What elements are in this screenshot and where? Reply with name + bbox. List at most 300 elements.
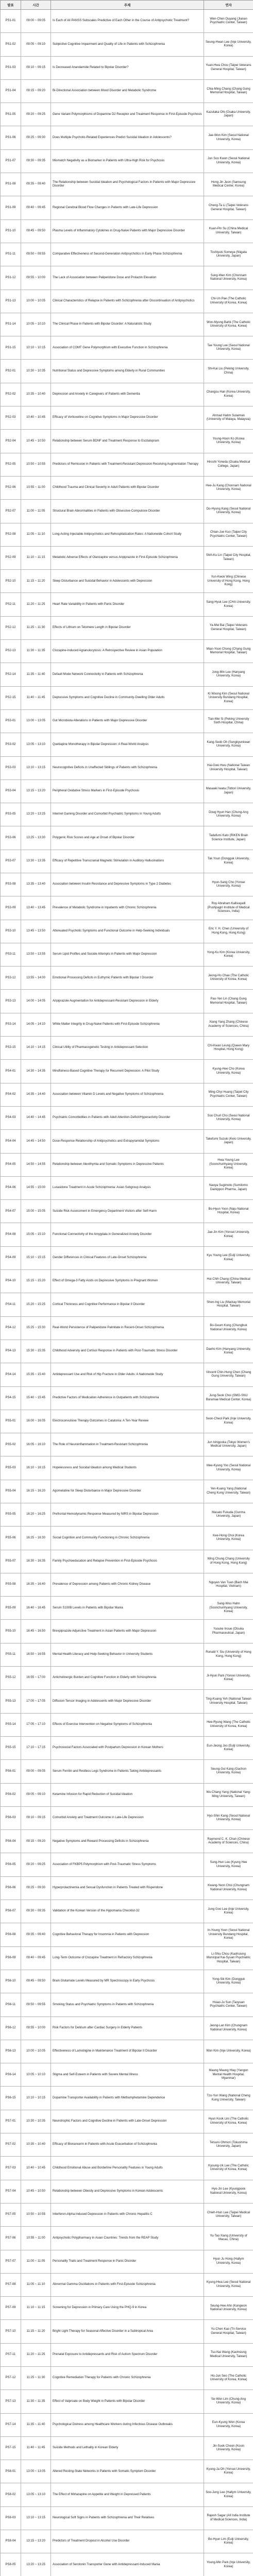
presentation-topic: Clinical Utility of Pharmacogenetic Testing in Antidepressant Selection	[51, 1037, 204, 1060]
presentation-number: PS6-10	[1, 1970, 21, 1993]
presentation-topic: Brexpiprazole Adjunctive Treatment in Asian Patients with Major Depression	[51, 1620, 204, 1643]
presentation-time: 15:30 ~ 15:35	[21, 1340, 51, 1363]
presentation-topic: Mental Health Literacy and Help-Seeking Behavior in University Students	[51, 1643, 204, 1666]
table-row	[1, 640, 253, 663]
presentation-speaker: Tadafumi Kato (RIKEN Brain Science Institute, Japan)	[204, 826, 253, 850]
presentation-number: PS6-12	[1, 2016, 21, 2040]
presentation-number: PS6-06	[1, 1876, 21, 1900]
table-row	[1, 826, 253, 850]
presentation-speaker: Cheng-Ta Li (Taipei Veterans General Hospital, Taiwan)	[204, 196, 253, 219]
presentation-speaker: Kyung-Hwa Lee (Seoul National University, Korea)	[204, 2273, 253, 2296]
presentation-time: 13:25 ~ 13:30	[21, 826, 51, 850]
presentation-number: PS1-07	[1, 149, 21, 173]
presentation-speaker: Mee-Kyung Yoo (Seoul National University, Korea)	[204, 1456, 253, 1480]
presentation-topic: Effects of Exercise Intervention on Negative Symptoms of Schizophrenia	[51, 1713, 204, 1736]
presentation-number: PS3-06	[1, 826, 21, 850]
table-row	[1, 1013, 253, 1036]
presentation-topic: Dopamine Transporter Availability in Patients with Methamphetamine Dependence	[51, 2087, 204, 2110]
table-row	[1, 1643, 253, 1666]
presentation-speaker: Hee-Ryung Wang (The Catholic University of Korea, Korea)	[204, 1713, 253, 1736]
table-row	[1, 2273, 253, 2296]
presentation-time: 09:55 ~ 10:00	[21, 266, 51, 290]
table-row	[1, 2110, 253, 2133]
presentation-number: PS5-14	[1, 1713, 21, 1736]
table-row	[1, 1083, 253, 1106]
presentation-speaker: Hui-Chih Chang (China Medical University, Taiwan)	[204, 1270, 253, 1293]
table-row	[1, 173, 253, 196]
presentation-time: 13:05 ~ 13:10	[21, 733, 51, 756]
presentation-time: 09:20 ~ 09:25	[21, 103, 51, 126]
table-row	[1, 850, 253, 873]
presentation-topic: Family Psychoeducation and Relapse Prevention in First-Episode Psychosis	[51, 1550, 204, 1573]
presentation-speaker: Seon-Cheol Park (Inje University, Korea)	[204, 1410, 253, 1433]
presentation-time: 10:55 ~ 11:00	[21, 2227, 51, 2250]
presentation-topic: Does Multiple Psychotic-Related Experiences Predict Suicidal Ideation in Adolescents?	[51, 126, 204, 149]
presentation-topic: Gut Microbiota Alterations in Patients with Major Depressive Disorder	[51, 709, 204, 733]
presentation-speaker: Ho-Jun Seo (The Catholic University of Korea, Korea)	[204, 2366, 253, 2389]
table-row	[1, 2390, 253, 2413]
presentation-time: 14:50 ~ 14:55	[21, 1153, 51, 1176]
table-row	[1, 1340, 253, 1363]
presentation-number: PS5-04	[1, 1480, 21, 1503]
presentation-topic: Metabolic Adverse Effects of Olanzapine versus Aripiprazole in First-Episode Schizophrenia	[51, 546, 204, 569]
presentation-time: 17:05 ~ 17:10	[21, 1713, 51, 1736]
presentation-speaker: Raymond C. K. Chan (Chinese Academy of Sciences, China)	[204, 1830, 253, 1853]
table-row	[1, 2250, 253, 2273]
presentation-speaker: Wen-Chen Ouyang (Jianan Psychiatric Center, Taiwan)	[204, 10, 253, 33]
presentation-speaker: Eun-Kyung Won (Korea University, Korea)	[204, 2413, 253, 2436]
table-row	[1, 1830, 253, 1853]
presentation-number: PS7-11	[1, 2343, 21, 2366]
table-row	[1, 1293, 253, 1316]
presentation-number: PS6-08	[1, 1923, 21, 1946]
presentation-topic: Abnormal Gamma Oscillations in Patients with First-Episode Schizophrenia	[51, 2273, 204, 2296]
presentation-topic: Efficacy of Repetitive Transcranial Magnetic Stimulation in Auditory Hallucinations	[51, 850, 204, 873]
presentation-speaker: Kyung-Hee Cho (Korea University, Korea)	[204, 1060, 253, 1083]
presentation-number: PS6-03	[1, 1806, 21, 1829]
presentation-number: PS3-02	[1, 733, 21, 756]
presentation-time: 16:15 ~ 16:20	[21, 1480, 51, 1503]
presentation-number: PS6-01	[1, 1760, 21, 1783]
presentation-number: PS2-02	[1, 383, 21, 406]
presentation-topic: Electroconvulsive Therapy Outcomes in Catatonia: A Ten-Year Review	[51, 1410, 204, 1433]
presentation-time: 11:25 ~ 11:30	[21, 2366, 51, 2389]
presentation-speaker: Yuan-Hwa Chou (Taipei Veterans General Hospital, Taiwan)	[204, 56, 253, 79]
presentation-time: 13:20 ~ 13:25	[21, 803, 51, 826]
table-row	[1, 943, 253, 966]
presentation-topic: Plasma Levels of Inflammatory Cytokines in Drug-Naive Patients with Major Depressive Disorder	[51, 219, 204, 243]
presentation-number: PS5-01	[1, 1410, 21, 1433]
presentation-time: 09:05 ~ 09:10	[21, 1783, 51, 1806]
presentation-topic: Regional Cerebral Blood Flow Changes in Patients with Late-Life Depression	[51, 196, 204, 219]
presentation-speaker: Jae-Jin Kim (Yonsei University, Korea)	[204, 1223, 253, 1246]
presentation-speaker: Soo Churl Cho (Seoul National University, Korea)	[204, 1106, 253, 1129]
table-row	[1, 10, 253, 33]
presentation-number: PS4-14	[1, 1363, 21, 1386]
presentation-time: 16:45 ~ 16:50	[21, 1620, 51, 1643]
table-row	[1, 219, 253, 243]
presentation-number: PS2-13	[1, 640, 21, 663]
table-row	[1, 2436, 253, 2460]
presentation-time: 11:35 ~ 11:40	[21, 663, 51, 686]
presentation-topic: Functional Connectivity of the Amygdala in Generalized Anxiety Disorder	[51, 1223, 204, 1246]
table-row	[1, 1060, 253, 1083]
presentation-speaker: Ting-Kuang Yeh (National Taiwan University Hospital, Taiwan)	[204, 1690, 253, 1713]
table-row	[1, 2553, 253, 2576]
presentation-time: 13:15 ~ 13:20	[21, 2530, 51, 2553]
presentation-time: 13:00 ~ 13:05	[21, 709, 51, 733]
presentation-topic: Internet Gaming Disorder and Comorbid Psychiatric Symptoms in Young Adults	[51, 803, 204, 826]
presentation-topic: Brain Glutamate Levels Measured by MR Spectroscopy in Early Psychosis	[51, 1970, 204, 1993]
presentation-topic: Depression and Anxiety in Caregivers of Patients with Dementia	[51, 383, 204, 406]
presentation-speaker: Yong-Sik Kim (Dongguk University, Korea)	[204, 1970, 253, 1993]
presentation-speaker: Sang-Woo Hahn (Soonchunhyang University, Korea)	[204, 1597, 253, 1620]
presentation-speaker: Mian-Yoon Chong (Chang Gung Memorial Hospital, Taiwan)	[204, 640, 253, 663]
presentation-speaker: Kuan-Pin Su (China Medical University, Taiwan)	[204, 219, 253, 243]
presentation-number: PS1-09	[1, 196, 21, 219]
table-row	[1, 1760, 253, 1783]
presentation-number: PS3-09	[1, 896, 21, 920]
presentation-topic: Sleep Disturbance and Suicidal Behavior in Adolescents with Depression	[51, 570, 204, 593]
presentation-speaker: Hee-Ju Kang (Chonnam National University, Korea)	[204, 476, 253, 499]
table-row	[1, 1667, 253, 1690]
presentation-topic: White Matter Integrity in Drug-Naive Patients with First-Episode Schizophrenia	[51, 1013, 204, 1036]
table-row	[1, 1386, 253, 1410]
presentation-topic: Validation of the Korean Version of the Hypomania Checklist-32	[51, 1900, 204, 1923]
table-row	[1, 1106, 253, 1129]
presentation-speaker: Tae Young Lee (Seoul National University, Korea)	[204, 336, 253, 360]
presentation-number: PS5-11	[1, 1643, 21, 1666]
presentation-time: 10:40 ~ 10:45	[21, 2157, 51, 2180]
presentation-speaker: Jung Goo Lee (Inje University, Korea)	[204, 1900, 253, 1923]
presentation-number: PS2-10	[1, 570, 21, 593]
presentation-speaker: Young-Hoon Ko (Korea University, Korea)	[204, 430, 253, 453]
presentation-time: 10:05 ~ 10:10	[21, 2063, 51, 2087]
presentation-number: PS2-03	[1, 406, 21, 430]
presentation-speaker: Shi-Kai Liu (Peking University, China)	[204, 360, 253, 383]
presentation-time: 16:50 ~ 16:55	[21, 1643, 51, 1666]
table-row	[1, 196, 253, 219]
presentation-topic: Quetiapine Monotherapy in Bipolar Depression: A Real-World Analysis	[51, 733, 204, 756]
presentation-number: PS3-13	[1, 990, 21, 1013]
presentation-time: 14:00 ~ 14:05	[21, 990, 51, 1013]
presentation-topic: Effectiveness of Lamotrigine in Maintenance Treatment of Bipolar II Disorder	[51, 2040, 204, 2063]
presentation-number: PS5-03	[1, 1456, 21, 1480]
presentation-speaker: Bo-Geum Kong (Chungbuk National University, Korea)	[204, 1316, 253, 1340]
presentation-time: 10:05 ~ 10:10	[21, 313, 51, 336]
presentation-topic: Suicide Risk Assessment in Emergency Department Visitors after Self-Harm	[51, 1200, 204, 1223]
presentation-number: PS4-15	[1, 1386, 21, 1410]
presentation-speaker: Kyung-Ja Oh (Yonsei University, Korea)	[204, 2460, 253, 2483]
presentation-topic: Relationship between Serum BDNF and Treatment Response to Escitalopram	[51, 430, 204, 453]
presentation-time: 09:40 ~ 09:45	[21, 196, 51, 219]
presentation-time: 13:15 ~ 13:20	[21, 779, 51, 803]
table-row	[1, 126, 253, 149]
presentation-time: 15:15 ~ 15:20	[21, 1270, 51, 1293]
table-row	[1, 523, 253, 546]
presentation-number: PS6-07	[1, 1900, 21, 1923]
presentation-time: 13:05 ~ 13:10	[21, 2483, 51, 2506]
presentation-speaker: Tak Youn (Dongguk University, Korea)	[204, 850, 253, 873]
table-row	[1, 2320, 253, 2343]
presentation-speaker: Jun Soo Kwon (Seoul National University, Korea)	[204, 149, 253, 173]
table-row	[1, 1806, 253, 1829]
table-row	[1, 1713, 253, 1736]
presentation-number: PS6-15	[1, 2087, 21, 2110]
presentation-number: PS1-02	[1, 33, 21, 56]
presentation-time: 11:35 ~ 11:40	[21, 2413, 51, 2436]
table-row	[1, 1970, 253, 1993]
presentation-topic: Prevalence of Depression among Patients with Chronic Kidney Disease	[51, 1573, 204, 1596]
presentation-number: PS7-10	[1, 2320, 21, 2343]
presentation-speaker: Sung-Hun Lee (Kyung Hee University, Korea)	[204, 1853, 253, 1876]
presentation-speaker: Young-Min Park (Inje University, Korea)	[204, 2553, 253, 2576]
table-row	[1, 1853, 253, 1876]
presentation-topic: Neurocognitive Deficits in Unaffected Siblings of Patients with Schizophrenia	[51, 756, 204, 779]
presentation-number: PS7-02	[1, 2133, 21, 2157]
presentation-number: PS2-09	[1, 546, 21, 569]
presentation-speaker: Hai-Gwo Hwu (National Taiwan University Hospital, Taiwan)	[204, 756, 253, 779]
table-row	[1, 2203, 253, 2226]
table-row	[1, 1597, 253, 1620]
presentation-time: 13:00 ~ 13:05	[21, 2460, 51, 2483]
table-row	[1, 709, 253, 733]
presentation-topic: Altered Resting-State Networks in Patients with Somatic Symptom Disorder	[51, 2460, 204, 2483]
presentation-speaker: Hyun Ju Hong (Hallym University, Korea)	[204, 2250, 253, 2273]
presentation-topic: Anticholinergic Burden and Cognitive Function in Elderly with Schizophrenia	[51, 1667, 204, 1690]
presentation-number: PS1-14	[1, 313, 21, 336]
presentation-time: 09:25 ~ 09:30	[21, 126, 51, 149]
presentation-speaker: Chi-Kwan Leung (Queen Mary Hospital, Hong Kong)	[204, 1037, 253, 1060]
presentation-speaker: Ji-Hyun Park (Yonsei University, Korea)	[204, 1667, 253, 1690]
presentation-speaker: Wu-Chang Yang (National Yang-Ming University, Taiwan)	[204, 1783, 253, 1806]
presentation-time: 09:35 ~ 09:40	[21, 173, 51, 196]
presentation-topic: Hopelessness and Suicidal Ideation among Medical Students	[51, 1456, 204, 1480]
presentation-number: PS1-12	[1, 266, 21, 290]
table-row	[1, 1246, 253, 1269]
presentation-topic: Neurological Soft Signs in Patients with Schizophrenia and Their Relatives	[51, 2506, 204, 2530]
table-row	[1, 2297, 253, 2320]
presentation-time: 11:00 ~ 11:05	[21, 2250, 51, 2273]
presentation-speaker: Chia-Ming Chang (Chang Gung Memorial Hospital, Taiwan)	[204, 79, 253, 103]
presentation-time: 09:20 ~ 09:25	[21, 1853, 51, 1876]
presentation-speaker: Kyoung-Uk Lee (The Catholic University of Korea, Korea)	[204, 2157, 253, 2180]
presentation-topic: Predictors of Remission in Patients with Treatment-Resistant Depression Receiving Augmentation Therapy	[51, 453, 204, 476]
presentation-topic: The Clinical Phase in Patients with Bipolar Disorder: A Naturalistic Study	[51, 313, 204, 336]
presentation-speaker: Seung-Gul Kang (Gachon University, Korea)	[204, 1760, 253, 1783]
presentation-topic: Efficacy of Vortioxetine on Cognitive Symptoms in Major Depressive Disorder	[51, 406, 204, 430]
presentation-topic: Long-Acting Injectable Antipsychotics and Rehospitalization Rates: A Nationwide Cohort Study	[51, 523, 204, 546]
table-row	[1, 2343, 253, 2366]
presentation-topic: Psychosocial Factors Associated with Postpartum Depression in Korean Mothers	[51, 1736, 204, 1759]
presentation-time: 13:40 ~ 13:45	[21, 896, 51, 920]
presentation-number: PS2-15	[1, 686, 21, 709]
presentation-time: 15:00 ~ 15:05	[21, 1200, 51, 1223]
presentation-topic: Relationship between Obesity and Depressive Symptoms in Korean Adolescents	[51, 2180, 204, 2203]
presentation-time: 09:15 ~ 09:20	[21, 79, 51, 103]
presentation-topic: Screening for Depression in Primary Care Using the PHQ-9 in Korea	[51, 2297, 204, 2320]
presentation-time: 14:30 ~ 14:35	[21, 1060, 51, 1083]
presentation-topic: Default Mode Network Connectivity in Patients with Schizophrenia	[51, 663, 204, 686]
table-row	[1, 756, 253, 779]
table-row	[1, 500, 253, 523]
presentation-speaker: Yun-Kwok Wing (Chinese University of Hong Kong, Hong Kong)	[204, 570, 253, 593]
presentation-time: 09:55 ~ 10:00	[21, 2016, 51, 2040]
table-row	[1, 290, 253, 313]
table-row	[1, 1153, 253, 1176]
presentation-number: PS5-06	[1, 1527, 21, 1550]
presentation-topic: Association of FKBP5 Polymorphism with Post-Traumatic Stress Symptoms	[51, 1853, 204, 1876]
presentation-speaker: Hyun-Sang Cho (Yonsei University, Korea)	[204, 873, 253, 896]
table-row	[1, 570, 253, 593]
presentation-topic: Real-World Persistence of Paliperidone Palmitate in Recent-Onset Schizophrenia	[51, 1316, 204, 1340]
presentation-time: 16:05 ~ 16:10	[21, 1433, 51, 1456]
presentation-speaker: Kyu Young Lee (Eulji University, Korea)	[204, 1246, 253, 1269]
presentation-number: PS6-14	[1, 2063, 21, 2087]
presentation-topic: Structural Brain Abnormalities in Patients with Obsessive-Compulsive Disorder	[51, 500, 204, 523]
presentation-number: PS6-04	[1, 1830, 21, 1853]
presentation-topic: Stigma and Self-Esteem in Patients with Severe Mental Illness	[51, 2063, 204, 2087]
header-no: 발표	[1, 1, 21, 10]
presentation-time: 10:30 ~ 10:35	[21, 360, 51, 383]
presentation-topic: Long-Term Outcome of Clozapine Treatment in Refractory Schizophrenia	[51, 1946, 204, 1970]
presentation-topic: Relationship between Alexithymia and Somatic Symptoms in Depressive Patients	[51, 1153, 204, 1176]
table-row	[1, 1503, 253, 1527]
presentation-time: 10:30 ~ 10:35	[21, 2110, 51, 2133]
table-row	[1, 336, 253, 360]
presentation-time: 16:20 ~ 16:25	[21, 1503, 51, 1527]
presentation-time: 13:30 ~ 13:35	[21, 850, 51, 873]
presentation-speaker: Changsu Han (Korea University, Korea)	[204, 383, 253, 406]
presentation-speaker: Naoya Sugimoto (Sumitomo Dainippon Pharma, Japan)	[204, 1176, 253, 1199]
presentation-time: 16:00 ~ 16:05	[21, 1410, 51, 1433]
presentation-topic: Serum Ferritin and Restless Legs Syndrome in Patients Taking Antidepressants	[51, 1760, 204, 1783]
presentation-time: 14:10 ~ 14:15	[21, 1037, 51, 1060]
presentation-topic: Antidepressant Use and Risk of Hip Fracture in Older Adults: A Nationwide Study	[51, 1363, 204, 1386]
presentation-topic: The Effect of Mirtazapine on Appetite and Weight in Depressed Patients	[51, 2483, 204, 2506]
presentation-speaker: Nguyen Van Tuan (Bach Mai Hospital, Vietnam)	[204, 1573, 253, 1596]
table-row	[1, 2133, 253, 2157]
presentation-number: PS7-04	[1, 2180, 21, 2203]
table-row	[1, 266, 253, 290]
presentation-speaker: Tetsuro Ohmori (Tokushima University, Japan)	[204, 2133, 253, 2157]
table-row	[1, 2366, 253, 2389]
presentation-speaker: Vincent Chin-Hung Chen (Chang Gung University, Taiwan)	[204, 1363, 253, 1386]
presentation-topic: Bi-Directional Association between Mood Disorder and Metabolic Syndrome	[51, 79, 204, 103]
presentation-topic: Neurotrophic Factors and Cognitive Decline in Patients with Late-Onset Depression	[51, 2110, 204, 2133]
presentation-number: PS7-05	[1, 2203, 21, 2226]
presentation-time: 15:20 ~ 15:25	[21, 1293, 51, 1316]
presentation-time: 09:25 ~ 09:30	[21, 1876, 51, 1900]
presentation-number: PS4-02	[1, 1083, 21, 1106]
presentation-number: PS8-04	[1, 2530, 21, 2553]
presentation-time: 10:10 ~ 10:15	[21, 2087, 51, 2110]
presentation-speaker: Won-Myong Bahk (The Catholic University of Korea, Korea)	[204, 313, 253, 336]
presentation-number: PS2-06	[1, 476, 21, 499]
header-title: 주제	[51, 1, 204, 10]
presentation-time: 11:15 ~ 11:20	[21, 570, 51, 593]
presentation-number: PS8-05	[1, 2553, 21, 2576]
presentation-time: 11:20 ~ 11:25	[21, 2343, 51, 2366]
presentation-speaker: Daeho Kim (Hanyang University, Korea)	[204, 1340, 253, 1363]
presentation-topic: Aripiprazole Augmentation for Antidepressant-Resistant Depression in Elderly	[51, 990, 204, 1013]
table-row	[1, 1176, 253, 1199]
presentation-topic: Risk Factors for Delirium after Cardiac Surgery in Elderly Patients	[51, 2016, 204, 2040]
presentation-number: PS4-08	[1, 1223, 21, 1246]
presentation-time: 13:45 ~ 13:50	[21, 920, 51, 943]
presentation-speaker: Jin-Sook Cheon (Kosin University, Korea)	[204, 2436, 253, 2460]
table-row	[1, 2157, 253, 2180]
presentation-topic: Attenuated Psychotic Symptoms and Functional Outcome in Help-Seeking Individuals	[51, 920, 204, 943]
presentation-topic: Subjective Cognitive Impairment and Quality of Life in Patients with Schizophrenia	[51, 33, 204, 56]
presentation-number: PS3-05	[1, 803, 21, 826]
presentation-number: PS8-01	[1, 2460, 21, 2483]
table-row	[1, 1480, 253, 1503]
presentation-speaker: Seung-Hee Ahn (Kangwon National University, Korea)	[204, 2297, 253, 2320]
presentation-number: PS1-11	[1, 243, 21, 266]
presentation-topic: Gender Differences in Clinical Features of Late-Onset Schizophrenia	[51, 1246, 204, 1269]
presentation-topic: Psychological Distress among Healthcare Workers during Infectious Disease Outbreaks	[51, 2413, 204, 2436]
presentation-number: PS4-04	[1, 1130, 21, 1153]
presentation-speaker: Takefumi Suzuki (Keio University, Japan)	[204, 1130, 253, 1153]
presentation-number: PS8-03	[1, 2506, 21, 2530]
presentation-number: PS7-08	[1, 2273, 21, 2296]
presentation-time: 14:40 ~ 14:45	[21, 1106, 51, 1129]
presentation-time: 09:35 ~ 09:40	[21, 1923, 51, 1946]
presentation-speaker: Do-Hyung Kang (Seoul National University, Korea)	[204, 500, 253, 523]
presentation-topic: Social Cognition and Community Functioning in Chronic Schizophrenia	[51, 1527, 204, 1550]
presentation-speaker: Jae-Won Kim (Seoul National University, Korea)	[204, 126, 253, 149]
presentation-time: 09:15 ~ 09:20	[21, 1830, 51, 1853]
presentation-speaker: Yen-Kuang Yang (National Cheng Kung University, Taiwan)	[204, 1480, 253, 1503]
presentation-number: PS5-15	[1, 1736, 21, 1759]
presentation-speaker: Tzu-Yun Wang (National Cheng Kung University, Taiwan)	[204, 2087, 253, 2110]
presentation-time: 15:25 ~ 15:30	[21, 1316, 51, 1340]
presentation-topic: Effects of Lithium on Telomere Length in Bipolar Disorder	[51, 616, 204, 639]
presentation-topic: Serum S100B Levels in Patients with Bipolar Mania	[51, 1597, 204, 1620]
presentation-time: 11:30 ~ 11:35	[21, 640, 51, 663]
table-row	[1, 476, 253, 499]
presentation-topic: Polygenic Risk Scores and Age at Onset of Bipolar Disorder	[51, 826, 204, 850]
presentation-speaker: Hong Jin Jeon (Samsung Medical Center, Korea)	[204, 173, 253, 196]
table-row	[1, 873, 253, 896]
presentation-time: 10:00 ~ 10:05	[21, 2040, 51, 2063]
presentation-topic: Is Decreased Anandamide Related to Bipolar Disorder?	[51, 56, 204, 79]
presentation-time: 13:20 ~ 13:25	[21, 2553, 51, 2576]
presentation-speaker: Masaaki Iwata (Tottori University, Japan)	[204, 779, 253, 803]
presentation-number: PS6-09	[1, 1946, 21, 1970]
table-row	[1, 1550, 253, 1573]
table-row	[1, 360, 253, 383]
presentation-number: PS1-01	[1, 10, 21, 33]
presentation-topic: Emotional Processing Deficits in Euthymic Patients with Bipolar I Disorder	[51, 967, 204, 990]
presentation-time: 10:45 ~ 10:50	[21, 430, 51, 453]
table-row	[1, 1223, 253, 1246]
presentation-topic: Mindfulness-Based Cognitive Therapy for Recurrent Depression: A Pilot Study	[51, 1060, 204, 1083]
presentation-time: 17:10 ~ 17:15	[21, 1736, 51, 1759]
presentation-time: 15:35 ~ 15:40	[21, 1363, 51, 1386]
table-row	[1, 1270, 253, 1293]
presentation-number: PS1-13	[1, 290, 21, 313]
table-row	[1, 1130, 253, 1153]
presentation-topic: Interferon-Alpha-Induced Depression in Patients with Chronic Hepatitis C	[51, 2203, 204, 2226]
presentation-time: 10:50 ~ 10:55	[21, 2203, 51, 2226]
presentation-speaker: Chian-Jue Kuo (Taipei City Psychiatric Center, Taiwan)	[204, 523, 253, 546]
presentation-topic: Efficacy of Blonanserin in Patients with Acute Exacerbation of Schizophrenia	[51, 2133, 204, 2157]
presentation-topic: Effect of Omega-3 Fatty Acids on Depressive Symptoms in Pregnant Women	[51, 1270, 204, 1293]
table-row	[1, 1433, 253, 1456]
presentation-time: 11:25 ~ 11:30	[21, 616, 51, 639]
